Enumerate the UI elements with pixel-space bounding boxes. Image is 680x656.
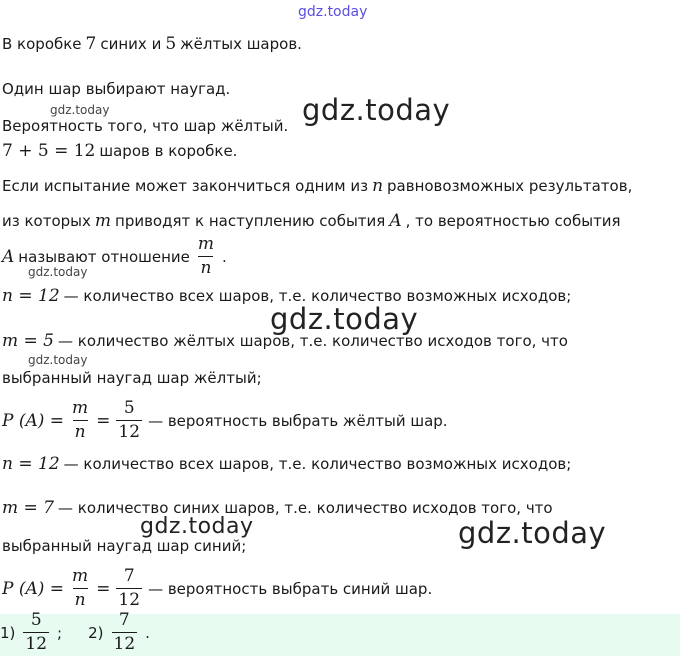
fraction-numerator: m (72, 566, 89, 586)
text: . (145, 623, 150, 642)
line-m-yellow (2, 331, 568, 351)
fraction-numerator: 7 (118, 610, 130, 630)
fraction-numerator: 5 (123, 398, 135, 418)
text: из которых (2, 212, 91, 230)
math-var: m (94, 211, 112, 231)
line-question: Вероятность того, что шар жёлтый. (2, 117, 289, 135)
watermark-small-1: gdz.today (50, 103, 110, 117)
math-var: A (2, 246, 15, 267)
text: . (222, 247, 227, 266)
line-n-all (2, 286, 571, 306)
text: Если испытание может закончиться одним из (2, 177, 369, 195)
text: — количество всех шаров, т.е. количество возможных исходов; (63, 455, 572, 473)
math-expression: P (A) = (2, 410, 65, 431)
text: жёлтых шаров. (180, 35, 302, 53)
line-m-blue (2, 498, 553, 518)
math-expression: n = 12 (2, 454, 60, 474)
fraction-denominator: n (74, 422, 86, 442)
fraction (116, 568, 142, 609)
math-number: 5 (165, 34, 177, 54)
text: — количество синих шаров, т.е. количество исходов того, что (58, 499, 553, 517)
line-total (2, 141, 237, 161)
text: равновозможных результатов, (387, 177, 633, 195)
text: В коробке (2, 35, 82, 53)
math-var: A (389, 211, 402, 231)
answer-row (0, 612, 150, 653)
line-definition-1 (2, 176, 632, 196)
fraction-denominator: n (200, 258, 212, 278)
math-expression: m = 5 (2, 331, 54, 351)
fraction (116, 400, 142, 441)
math-number: 7 (85, 34, 97, 54)
formula-blue (2, 568, 432, 609)
math-var: n (372, 176, 384, 196)
math-expression: m = 7 (2, 498, 54, 518)
line-boxes (2, 34, 302, 54)
watermark-small-2: gdz.today (28, 265, 88, 279)
line-definition-3 (2, 236, 227, 277)
fraction-numerator: 5 (30, 610, 42, 630)
line-definition-2 (2, 211, 621, 231)
watermark-big-3: gdz.today (140, 514, 254, 539)
text: шаров в коробке. (99, 142, 238, 160)
answer-fraction-1 (23, 612, 49, 653)
fraction-numerator: m (72, 398, 89, 418)
line-blue-desc: выбранный наугад шар синий; (2, 537, 247, 555)
text: — количество жёлтых шаров, т.е. количество исходов того, что (58, 332, 568, 350)
fraction-denominator: n (74, 590, 86, 610)
fraction-denominator: 12 (118, 590, 141, 610)
math-expression: n = 12 (2, 286, 60, 306)
text: — вероятность выбрать синий шар. (148, 579, 433, 598)
line-pick: Один шар выбирают наугад. (2, 80, 231, 98)
watermark-top: gdz.today (298, 4, 368, 20)
fraction-numerator: m (197, 234, 215, 254)
line-yellow-desc: выбранный наугад шар жёлтый; (2, 369, 262, 387)
fraction (70, 568, 90, 609)
text: — количество всех шаров, т.е. количество возможных исходов; (63, 287, 572, 305)
text: приводят к наступлению события (115, 212, 386, 230)
text: ; (57, 623, 63, 642)
answer-label-2: 2) (88, 623, 104, 642)
fraction (196, 236, 216, 277)
equals-sign: = (96, 578, 111, 599)
fraction-numerator: 7 (123, 566, 135, 586)
watermark-big-1: gdz.today (302, 93, 451, 127)
watermark-big-2: gdz.today (270, 302, 419, 336)
math-expression: 7 + 5 = 12 (2, 141, 96, 161)
text: называют отношение (18, 247, 190, 266)
text: синих и (100, 35, 162, 53)
answer-band (0, 610, 680, 656)
line-n-all-2 (2, 454, 571, 474)
answer-fraction-2 (112, 612, 138, 653)
formula-yellow (2, 400, 448, 441)
fraction-denominator: 12 (25, 634, 48, 654)
equals-sign: = (96, 410, 111, 431)
text: — вероятность выбрать жёлтый шар. (148, 411, 448, 430)
answer-label-1: 1) (0, 623, 16, 642)
watermark-big-4: gdz.today (458, 516, 607, 550)
text: , то вероятностью события (405, 212, 621, 230)
math-expression: P (A) = (2, 578, 65, 599)
fraction-denominator: 12 (118, 422, 141, 442)
fraction (70, 400, 90, 441)
fraction-denominator: 12 (113, 634, 136, 654)
watermark-small-3: gdz.today (28, 353, 88, 367)
